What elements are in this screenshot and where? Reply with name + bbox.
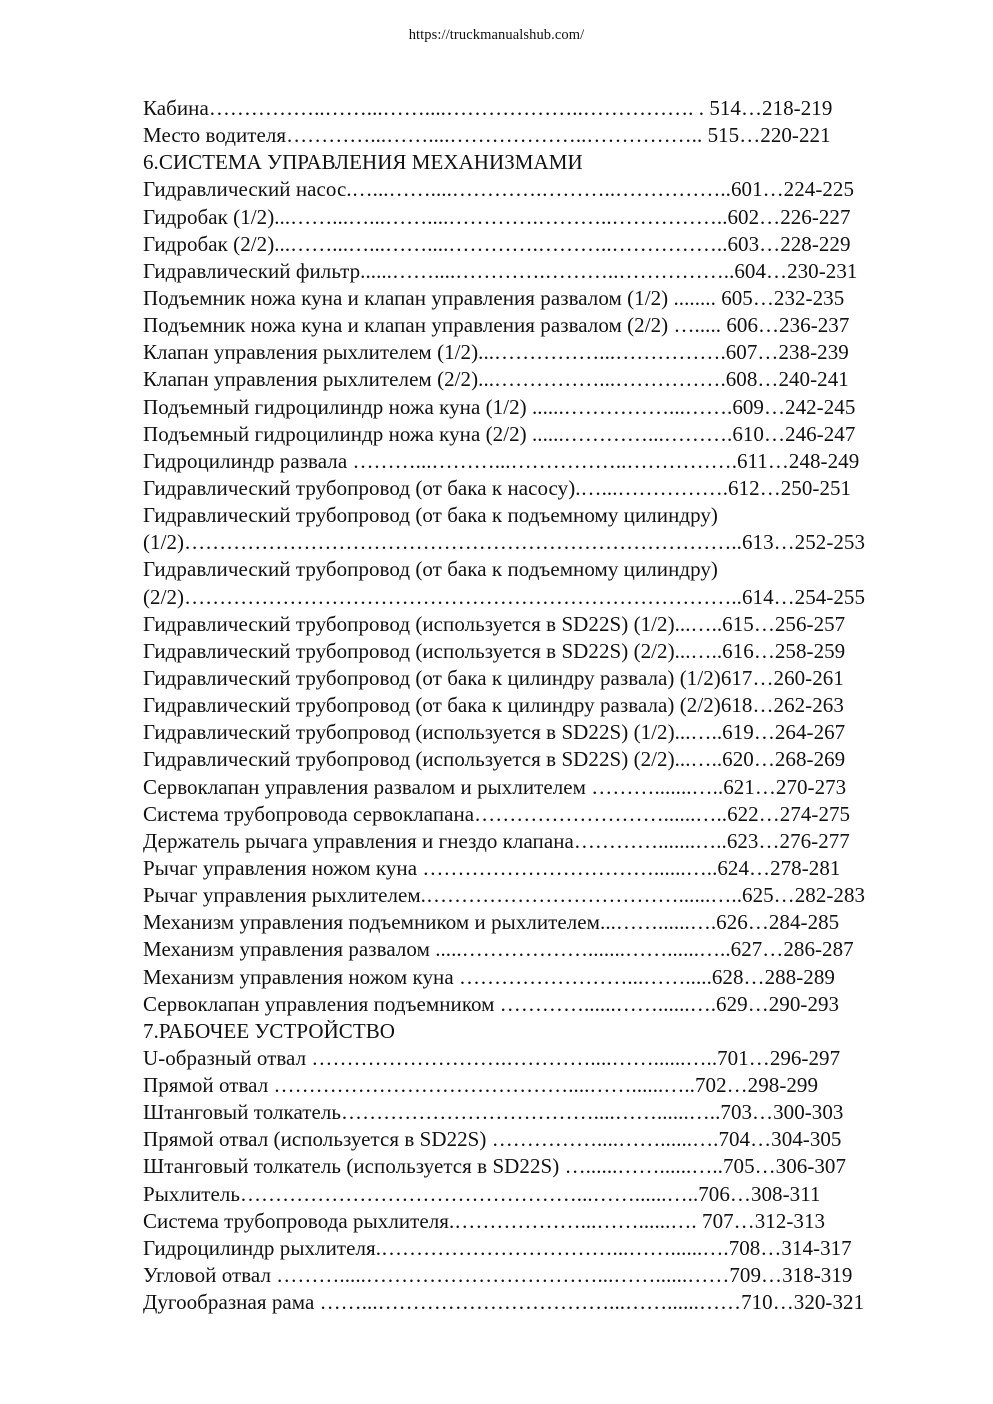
- toc-line: Гидробак (1/2)...……...…...……....………….………..……………..602…226-227: [143, 204, 851, 229]
- toc-line: Механизм управления подъемником и рыхлителем...……......….626…284-285: [143, 910, 840, 935]
- toc-line: Штанговый толкатель………………………………....……......…..703…300-303: [143, 1100, 844, 1125]
- toc-line: Клапан управления рыхлителем (1/2)...……………...…………….607…238-239: [143, 340, 849, 365]
- toc-line: Клапан управления рыхлителем (2/2)...……………...…………….608…240-241: [143, 367, 849, 392]
- toc-line: Прямой отвал (используется в SD22S) ……………....……......….704…304-305: [143, 1127, 842, 1152]
- toc-line: Гидравлический трубопровод (от бака к цилиндру развала) (2/2)618…262-263: [143, 693, 844, 718]
- toc-line: Гидравлический трубопровод (от бака к цилиндру развала) (1/2)617…260-261: [143, 665, 844, 690]
- toc-line: Подъемный гидроцилиндр ножа куна (2/2) ......…………...……….610…246-247: [143, 421, 856, 446]
- toc-line: Система трубопровода сервоклапана………………………......…..622…274-275: [143, 801, 851, 826]
- toc-line: Рычаг управления ножом куна ……………………………......…..624…278-281: [143, 855, 841, 880]
- toc-line: Гидроцилиндр рыхлителя.……………………………...……......….708…314-317: [143, 1235, 852, 1260]
- toc-line: Угловой отвал ……….....……………………………...……......……709…318-319: [143, 1263, 853, 1288]
- toc-line: Гидравлический трубопровод (используется в SD22S) (2/2)...…..620…268-269: [143, 747, 846, 772]
- toc-line: U-образный отвал ……………………….…………....……......…..701…296-297: [143, 1045, 841, 1070]
- toc-line: Гидравлический трубопровод (от бака к подъемному цилиндру): [143, 557, 718, 582]
- toc-line: Рыхлитель…………………………………………...……......…..706…308-311: [143, 1181, 821, 1206]
- toc-line: Подъемник ножа куна и клапан управления развалом (1/2) ........ 605…232-235: [143, 285, 845, 310]
- toc-line: Гидробак (2/2)...……...…...……....………….………..……………..603…228-229: [143, 231, 851, 256]
- toc-line: Рычаг управления рыхлителем.………………………………......…..625…282-283: [143, 883, 866, 908]
- toc-line: Кабина……………..……...……....………………..……………. . 514…218-219: [143, 96, 833, 120]
- toc-line: 7.РАБОЧЕЕ УСТРОЙСТВО: [143, 1018, 395, 1043]
- toc-line: (1/2)……………………………………………………………………..613…252-253: [143, 530, 866, 555]
- toc-line: Держатель рычага управления и гнездо клапана………….......…..623…276-277: [143, 828, 850, 853]
- toc-line: Гидравлический трубопровод (от бака к насосу).…...…………….612…250-251: [143, 475, 852, 500]
- table-of-contents: [143, 95, 933, 1316]
- toc-line: Механизм управления развалом .....……………….......……......…..627…286-287: [143, 937, 854, 962]
- toc-line: Штанговый толкатель (используется в SD22S) …......……......…..705…306-307: [143, 1154, 847, 1179]
- toc-line: Гидравлический насос.…...……....………….………..……………..601…224-225: [143, 177, 855, 202]
- toc-line: Прямой отвал ……………………………………....……......…..702…298-299: [143, 1073, 819, 1098]
- toc-line: Гидравлический трубопровод (от бака к подъемному цилиндру): [143, 503, 718, 528]
- toc-line: Гидравлический трубопровод (используется в SD22S) (1/2)...…..615…256-257: [143, 611, 846, 636]
- toc-line: Механизм управления ножом куна ……………………...…….....628…288-289: [143, 964, 835, 989]
- toc-line: Гидравлический трубопровод (используется в SD22S) (1/2)...…..619…264-267: [143, 720, 846, 745]
- toc-line: Дугообразная рама ……...……………………………...……......……710…320-321: [143, 1290, 865, 1315]
- toc-line: (2/2)……………………………………………………………………..614…254-255: [143, 584, 866, 609]
- toc-line: 6.СИСТЕМА УПРАВЛЕНИЯ МЕХАНИЗМАМИ: [143, 150, 583, 175]
- toc-line: Гидроцилиндр развала ………...………...……………..…………….611…248-249: [143, 448, 860, 473]
- toc-line: Гидравлический фильтр......……....………….………..……………..604…230-231: [143, 258, 858, 283]
- toc-line: Подъемный гидроцилиндр ножа куна (1/2) ......……………...…….609…242-245: [143, 394, 856, 419]
- toc-line: Место водителя…………...……....………………..…………….. 515…220-221: [143, 123, 831, 148]
- header-url[interactable]: https://truckmanualshub.com/: [408, 27, 585, 43]
- toc-line: Подъемник ножа куна и клапан управления развалом (2/2) …..... 606…236-237: [143, 313, 850, 338]
- toc-line: Система трубопровода рыхлителя.………………...……......…. 707…312-313: [143, 1208, 826, 1233]
- toc-line: Сервоклапан управления подъемником …………......……......….629…290-293: [143, 991, 840, 1016]
- toc-line: Гидравлический трубопровод (используется в SD22S) (2/2)...…..616…258-259: [143, 638, 846, 663]
- toc-line: Сервоклапан управления развалом и рыхлителем ……….......…..621…270-273: [143, 774, 847, 799]
